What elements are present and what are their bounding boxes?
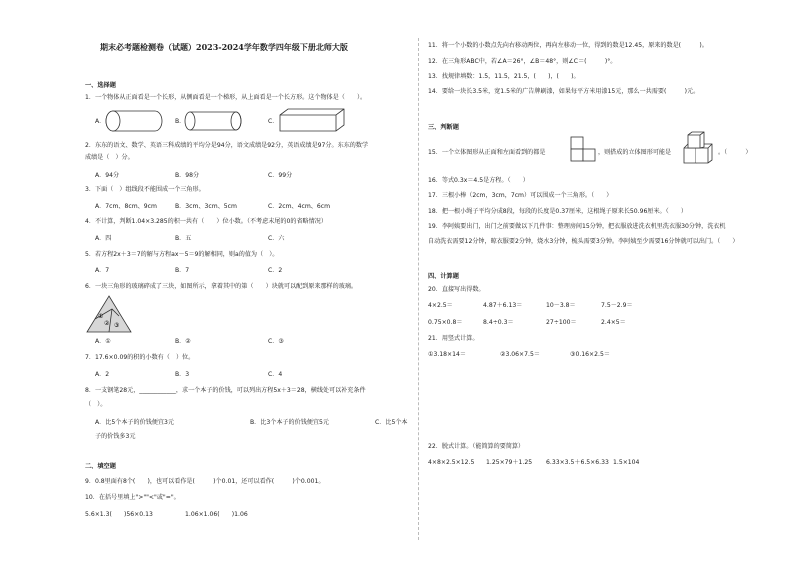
q19-line1: 19．李阿姨要出门，出门之前要做以下几件事：整理房间15分钟，把衣服放进洗衣机里洗衣服30分钟，洗衣机	[428, 223, 726, 230]
q7-text: 7．17.6×0.09的积的小数有（ ）位。	[85, 354, 195, 361]
q21-item-2: ②3.06×7.5＝	[500, 351, 540, 358]
q5-text: 5．若方程2x＋3＝7的解与方程ax－5＝9的解相同，则a的值为（ ）。	[85, 251, 279, 258]
q5-option-c: C．2	[268, 267, 283, 274]
q21-text: 21．用竖式计算。	[428, 335, 479, 342]
q20-item-2: 4.87＋6.13＝	[483, 302, 523, 309]
q22-text: 22．脱式计算。（能简算的要简算）	[428, 443, 525, 450]
q1-text: 1．一个物体从正面看是一个长形，从侧面看是一个梯形，从上面看是一个长方形。这个物体是（ ）。	[85, 94, 367, 101]
q21-item-3: ③0.16×2.5＝	[570, 351, 610, 358]
q4-option-a: A．四	[95, 235, 112, 242]
q6-option-a: A．①	[95, 338, 111, 345]
q18-text: 18．把一根小绳子平均分成8段，每段的长度是0.37厘米，这根绳子原来长50.96厘米。（ ）	[428, 208, 687, 215]
q1-cuboid-shape	[278, 107, 348, 133]
q2-line2: 成绩是（ ）分。	[85, 154, 134, 161]
q8-option-a: A．比5个本子的价钱便宜3元	[95, 419, 174, 426]
q12-text: 12．在三角形ABC中，若∠A＝26°，∠B＝48°，则∠C＝( )°。	[428, 58, 617, 65]
section-choice: 一、选择题	[85, 82, 116, 89]
q6-option-c: C．③	[268, 338, 284, 345]
column-divider	[418, 38, 419, 540]
q11-text: 11．将一个小数的小数点先向右移动两位，再向左移动一位，得到的数是12.45，原来的数是( )。	[428, 42, 708, 49]
q3-option-a: A．7cm、8cm、9cm	[95, 203, 157, 210]
q1-cylinder-lying-shape	[103, 108, 165, 132]
q6-option-b: B．②	[175, 338, 191, 345]
q20-item-6: 8.4÷0.3＝	[483, 319, 514, 326]
q14-text: 14．要给一块长3.5米，宽1.5米的广告牌刷漆，如果每平方米用漆15元，那么一共需要( )元。	[428, 88, 700, 95]
q22-item-3: 6.33×3.5＋6.5×6.33	[546, 459, 609, 466]
q16-text: 16．等式0.3x＝4.5是方程。（ ）	[428, 177, 529, 184]
q20-item-4: 7.5－2.9＝	[601, 302, 633, 309]
q15-answer-blank: 。（ ）	[718, 149, 752, 156]
section-calc: 四、计算题	[428, 273, 459, 280]
q20-text: 20．直接写出得数。	[428, 286, 485, 293]
q2-option-b: B．98分	[175, 172, 200, 179]
q9-text: 9．0.8里面有8个( )，也可以看作是( )个0.01，还可以看作( )个0.001。	[85, 478, 325, 485]
q6-piece-2-label: ②	[104, 320, 110, 327]
q2-option-a: A．94分	[95, 172, 120, 179]
q22-item-2: 1.25×79＋1.25	[486, 459, 533, 466]
q1-option-c: C．	[268, 118, 279, 125]
q8-line1: 8．一支钢笔28元，____________，求一个本子的价钱，可以列出方程5x＋3＝28，横线处可以补充条件	[85, 387, 366, 394]
q4-option-c: C．六	[268, 235, 285, 242]
q6-piece-3-label: ③	[114, 322, 120, 329]
q1-cylinder-shape	[184, 110, 246, 132]
q3-text: 3．下面（ ）组线段不能围成一个三角形。	[85, 186, 205, 193]
q6-piece-1-label: ①	[98, 313, 104, 320]
q1-option-a: A．	[95, 118, 106, 125]
q20-item-8: 2.4×5＝	[601, 319, 626, 326]
q22-item-1: 4×8×2.5×12.5	[428, 459, 475, 466]
q8-option-c-line1: C．比5个本	[375, 419, 408, 426]
q4-option-b: B．五	[175, 235, 192, 242]
q1-option-b: B．	[175, 118, 186, 125]
q10-compare-1: 5.6×1.3( )56×0.13	[85, 511, 153, 518]
q6-broken-triangle-figure	[85, 294, 133, 334]
q17-text: 17．三根小棒（2cm，3cm，7cm）可以围成一个三角形。（ ）	[428, 192, 613, 199]
q2-line1: 2．东东的语文、数学、英语三科成绩的平均分是94分，语文成绩是92分，英语成绩是97分。东东的数学	[85, 142, 369, 149]
q21-item-1: ①3.18×14＝	[428, 351, 466, 358]
q15-text-start: 15．一个立体图形从正面和左面看到的都是	[428, 149, 546, 156]
q6-text: 6．一块三角形的玻璃碎成了三块，如图所示，拿着其中的第（ ）块就可以配到原来那样的玻璃。	[85, 283, 358, 290]
q19-line2: 自动洗衣需要12分钟，晾衣服要2分钟，烧水3分钟，梳头需要3分钟。李阿姨至少需要16分钟就可以出门。（ ）	[428, 238, 739, 245]
q10-text: 10．在括号里填上">""<"或"="。	[85, 494, 180, 501]
q2-option-c: C．99分	[268, 172, 293, 179]
q3-option-c: C．2cm、4cm、6cm	[268, 203, 331, 210]
q7-option-c: C．4	[268, 371, 283, 378]
q8-line2: （ ）。	[85, 401, 107, 408]
q22-item-4: 1.5×104	[613, 459, 640, 466]
q7-option-a: A．2	[95, 371, 110, 378]
section-judge: 三、判断题	[428, 124, 459, 131]
q5-option-a: A．7	[95, 267, 110, 274]
q8-option-b: B．比3个本子的价钱便宜5元	[250, 419, 329, 426]
q5-option-b: B．7	[175, 267, 190, 274]
q20-item-1: 4×2.5＝	[428, 302, 453, 309]
q15-view-squares-figure	[570, 136, 598, 162]
q20-item-7: 27÷100＝	[546, 319, 577, 326]
q15-text-middle: ，则搭成的立体图形可能是	[598, 149, 672, 156]
q10-compare-2: 1.06×1.06( )1.06	[185, 511, 248, 518]
q8-option-c-line2: 子的价钱多3元	[95, 433, 136, 440]
q7-option-b: B．3	[175, 371, 190, 378]
q20-item-3: 10－3.8＝	[546, 302, 576, 309]
section-fill: 二、填空题	[85, 463, 116, 470]
q15-cube-stack-figure	[680, 134, 720, 164]
q13-text: 13．找规律填数：1.5，11.5，21.5，( )，( )。	[428, 73, 580, 80]
page-title: 期末必考题检测卷（试题）2023-2024学年数学四年级下册北师大版	[100, 42, 348, 52]
q20-item-5: 0.75×0.8＝	[428, 319, 463, 326]
q3-option-b: B．3cm、3cm、5cm	[175, 203, 237, 210]
q4-text: 4．不计算，判断1.04×3.285的积一共有（ ）位小数。（不考虑末尾的0的省略情况）	[85, 218, 327, 225]
